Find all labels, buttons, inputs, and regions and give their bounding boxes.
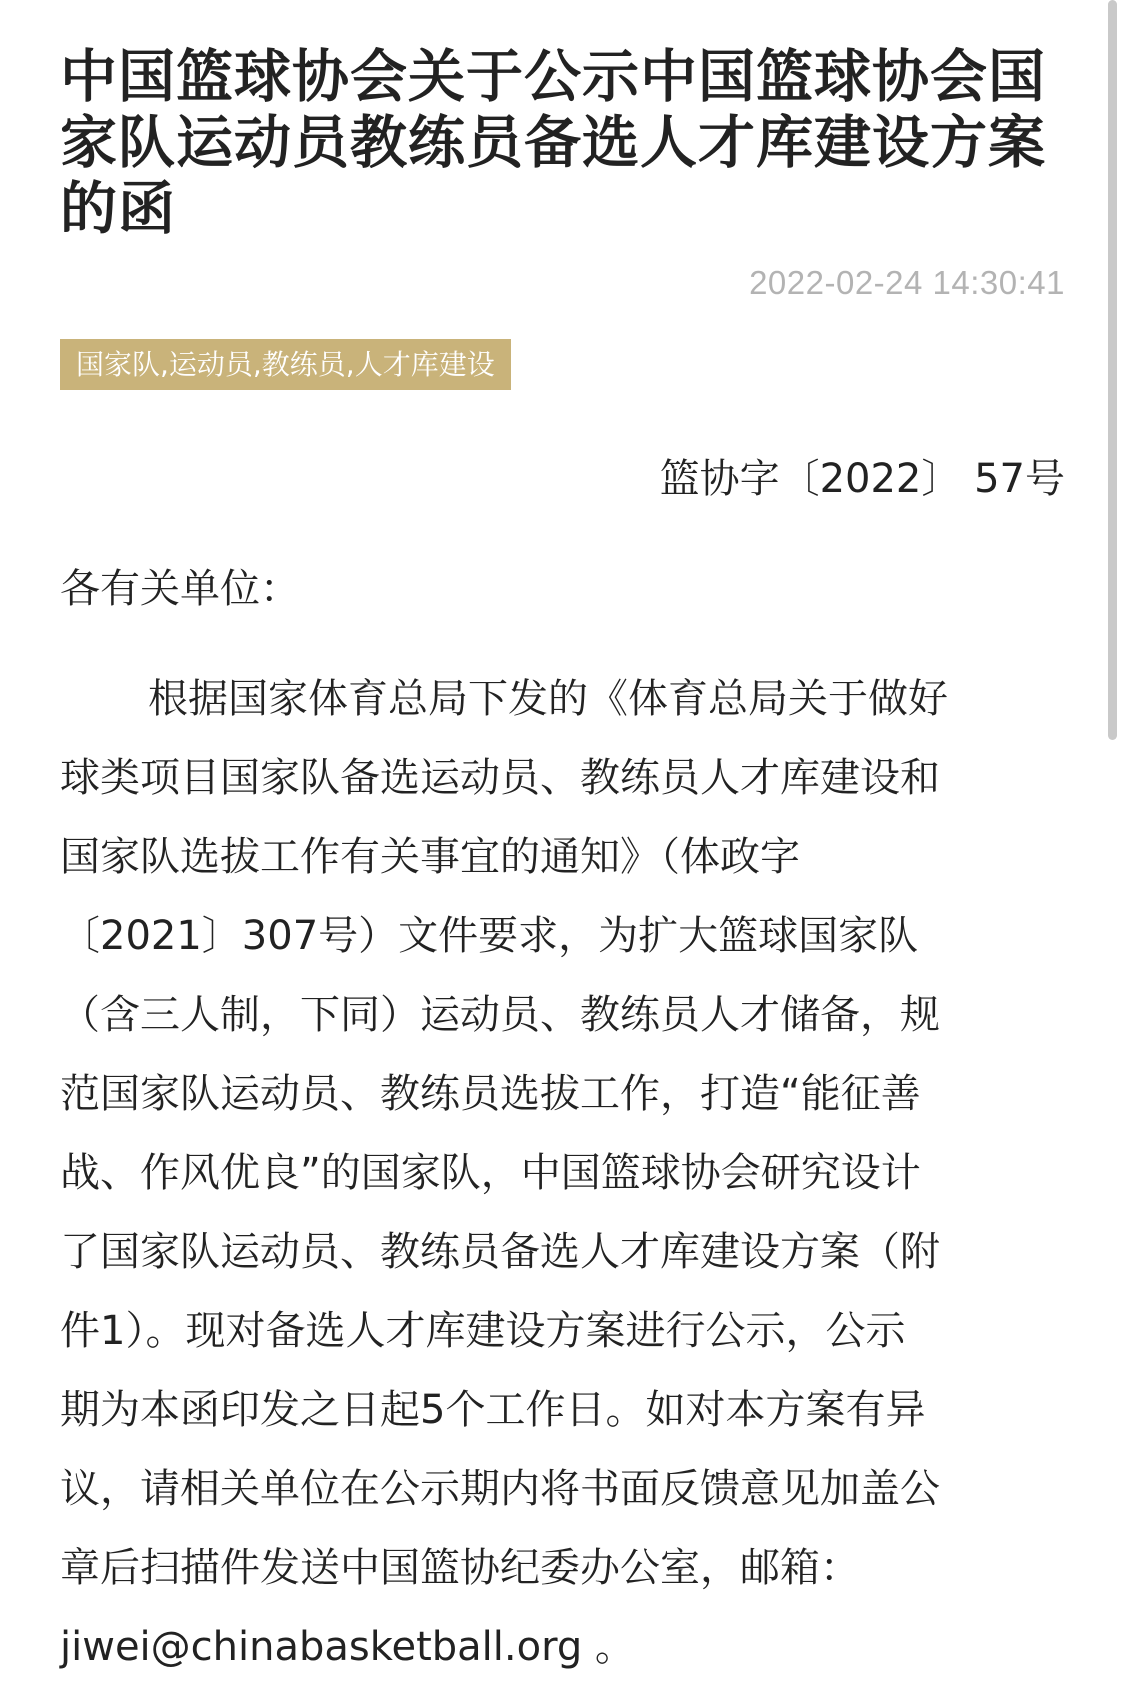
body-line: 议，请相关单位在公示期内将书面反馈意见加盖公 xyxy=(60,1466,940,1512)
body-line: 期为本函印发之日起5个工作日。如对本方案有异 xyxy=(60,1387,926,1433)
body-line: 〔2021〕307号）文件要求，为扩大篮球国家队 xyxy=(60,913,919,959)
body-line: 件1）。现对备选人才库建设方案进行公示，公示 xyxy=(60,1308,906,1354)
body-line: （含三人制，下同）运动员、教练员人才储备，规 xyxy=(60,992,940,1038)
body-line: 根据国家体育总局下发的《体育总局关于做好 xyxy=(148,676,948,722)
article-body xyxy=(60,660,1060,1687)
body-line: 国家队选拔工作有关事宜的通知》（体政字 xyxy=(60,834,800,880)
document-number: 篮协字〔2022〕 57号 xyxy=(659,456,1065,502)
vertical-scrollbar[interactable] xyxy=(1108,0,1117,740)
body-line: 了国家队运动员、教练员备选人才库建设方案（附 xyxy=(60,1229,940,1275)
body-line: 战、作风优良”的国家队，中国篮球协会研究设计 xyxy=(60,1150,921,1196)
body-line: 范国家队运动员、教练员选拔工作，打造“能征善 xyxy=(60,1071,921,1117)
article-title: 中国篮球协会关于公示中国篮球协会国家队运动员教练员备选人才库建设方案的函 xyxy=(60,44,1046,242)
salutation: 各有关单位： xyxy=(60,566,300,612)
body-line: 章后扫描件发送中国篮协纪委办公室，邮箱： xyxy=(60,1545,860,1591)
body-line: 球类项目国家队备选运动员、教练员人才库建设和 xyxy=(60,755,940,801)
tag-badge[interactable]: 国家队,运动员,教练员,人才库建设 xyxy=(60,339,511,390)
body-line-email[interactable]: jiwei@chinabasketball.org 。 xyxy=(60,1624,635,1670)
publish-timestamp: 2022-02-24 14:30:41 xyxy=(749,264,1065,301)
